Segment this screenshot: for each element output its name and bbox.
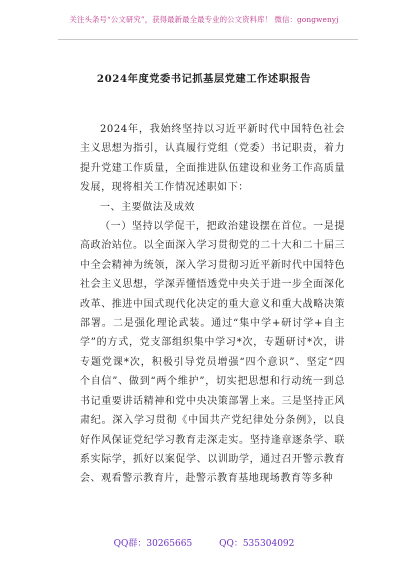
- paragraph-1: （一）坚持以学促干，把政治建设摆在首位。一是提高政治站位。以全面深入学习贯彻党的二十大和二十届三中全会精神为统领，深入学习贯彻习近平新时代中国特色社会主义思想，学深弄懂悟透党中央关于进一步全面深化改革、推进中国式现代化决定的重大意义和重大战略决策部署。二是强化理论武装。通过“集中学+研讨学+自主学”的方式，党支部组织集中学习*次，专题研讨*次，讲专题党课*次，积极引导党员增强“四个意识”、坚定“四个自信”、做到“两个维护”，切实把思想和行动统一到总书记重要讲话精神和党中央决策部署上来。三是坚持正风肃纪。深入学习贯彻《中国共产党纪律处分条例》，以良好作风保证党纪学习教育走深走实。坚持逢章逐条学、联系实际学，抓好以案促学、以训助学，通过召开警示教育会、观看警示教育片，赴警示教育基地现场教育等多种: [80, 221, 345, 485]
- footer-qq: QQ：535304092: [219, 539, 295, 549]
- footer-qq-group: QQ群：30265665: [113, 539, 193, 549]
- footer-contact: [0, 536, 408, 549]
- document-body: [80, 120, 345, 489]
- section-heading-1: 一、主要做法及成效: [100, 201, 195, 213]
- paragraph-intro: 2024年，我始终坚持以习近平新时代中国特色社会主义思想为指引，认真履行党组（党委）书记职责，着力提升党建工作质量，全面推进队伍建设和业务工作高质量发展，现将相关工作情况述职如下：: [80, 124, 345, 194]
- header-divider: [58, 39, 358, 40]
- header-banner: 关注头条号“公文研究”，获得最新最全最专业的公文资料库！ 微信：gongwenyj: [69, 15, 339, 24]
- document-title: 2024年度党委书记抓基层党建工作述职报告: [96, 73, 312, 85]
